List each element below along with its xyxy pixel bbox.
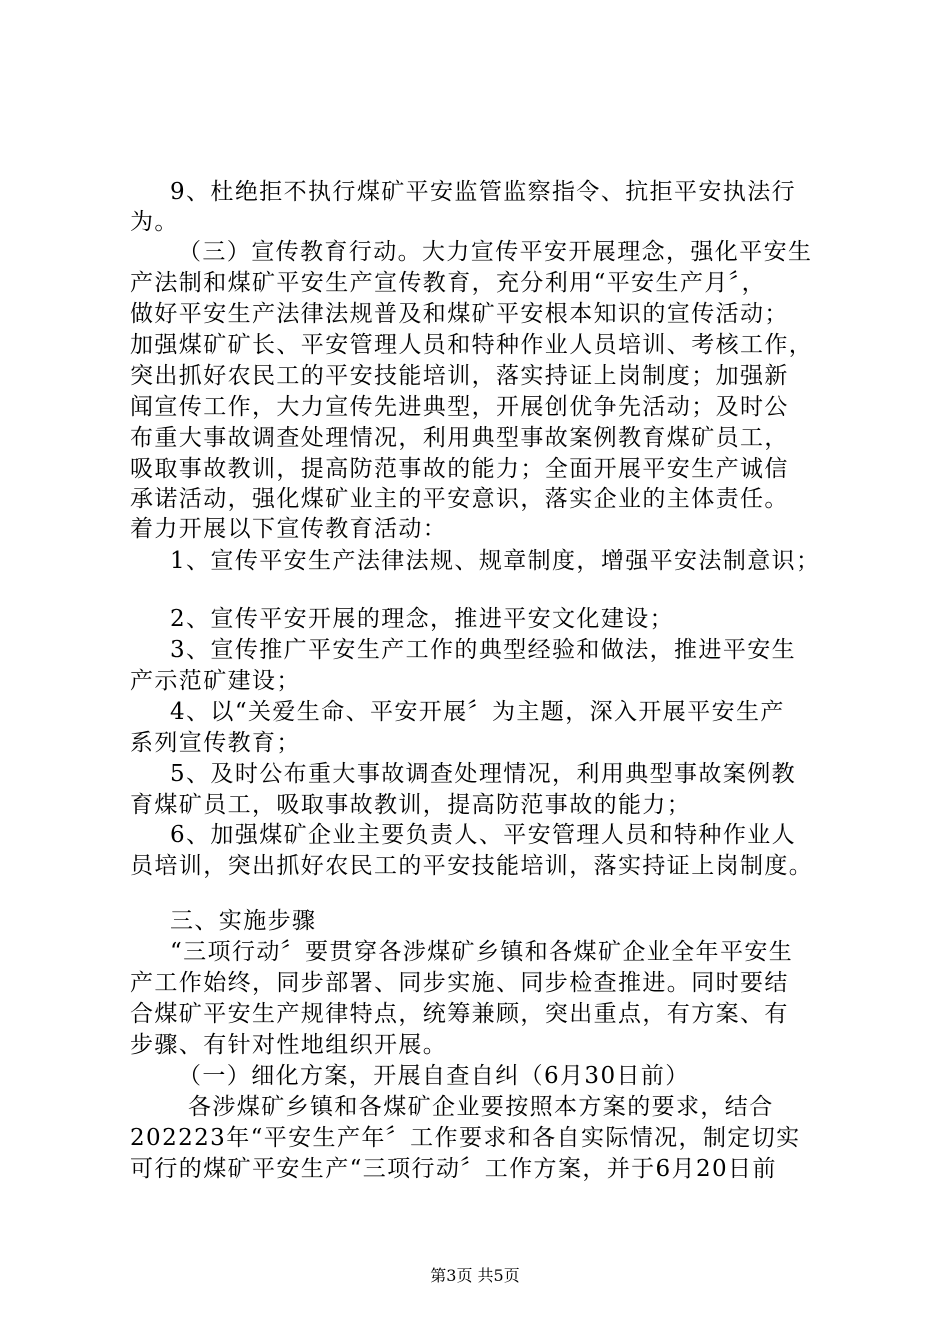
text-line: （三）宣传教育行动。大力宣传平安开展理念，强化平安生 xyxy=(178,239,813,265)
text-line: 做好平安生产法律法规普及和煤矿平安根本知识的宣传活动； xyxy=(130,301,789,327)
text-line: 承诺活动，强化煤矿业主的平安意识，落实企业的主体责任。 xyxy=(130,486,789,512)
text-line: 为。 xyxy=(130,209,179,235)
text-line: 2、宣传平安开展的理念，推进平安文化建设； xyxy=(170,606,675,632)
page-number-footer: 第3页 共5页 xyxy=(430,1266,520,1285)
text-line: 5、及时公布重大事故调查处理情况，利用典型事故案例教 xyxy=(170,761,797,787)
text-line: 合煤矿平安生产规律特点，统筹兼顾，突出重点，有方案、有 xyxy=(130,1001,789,1027)
text-line: 3、宣传推广平安生产工作的典型经验和做法，推进平安生 xyxy=(170,637,797,663)
text-line: 突出抓好农民工的平安技能培训，落实持证上岗制度；加强新 xyxy=(130,363,789,389)
text-line: 1、宣传平安生产法律法规、规章制度，增强平安法制意识； xyxy=(170,548,821,574)
text-line: 产示范矿建设； xyxy=(130,668,301,694)
subsection-heading: （一）细化方案，开展自查自纠（6月30日前） xyxy=(178,1063,690,1089)
text-line: 闻宣传工作，大力宣传先进典型，开展创优争先活动；及时公 xyxy=(130,394,789,420)
text-line: 着力开展以下宣传教育活动： xyxy=(130,516,448,542)
text-line: 产工作始终，同步部署、同步实施、同步检查推进。同时要结 xyxy=(130,970,789,996)
text-line: 吸取事故教训，提高防范事故的能力；全面开展平安生产诚信 xyxy=(130,456,789,482)
text-line: “三项行动〞要贯穿各涉煤矿乡镇和各煤矿企业全年平安生 xyxy=(170,939,794,965)
text-line: 产法制和煤矿平安生产宣传教育，充分利用“平安生产月〞， xyxy=(130,270,767,296)
text-line: 加强煤矿矿长、平安管理人员和特种作业人员培训、考核工作， xyxy=(130,332,814,358)
text-line: 各涉煤矿乡镇和各煤矿企业要按照本方案的要求，结合 xyxy=(188,1094,774,1120)
text-line: 布重大事故调查处理情况，利用典型事故案例教育煤矿员工， xyxy=(130,425,789,451)
text-line: 202223年“平安生产年〞工作要求和各自实际情况，制定切实 xyxy=(130,1125,801,1151)
text-line: 育煤矿员工，吸取事故教训，提高防范事故的能力； xyxy=(130,792,692,818)
text-line: 员培训，突出抓好农民工的平安技能培训，落实持证上岗制度。 xyxy=(130,853,814,879)
text-line: 步骤、有针对性地组织开展。 xyxy=(130,1032,448,1058)
text-line: 可行的煤矿平安生产“三项行动〞工作方案，并于6月20日前 xyxy=(130,1156,777,1182)
text-line: 系列宣传教育； xyxy=(130,730,301,756)
text-line: 6、加强煤矿企业主要负责人、平安管理人员和特种作业人 xyxy=(170,822,797,848)
text-line: 9、杜绝拒不执行煤矿平安监管监察指令、抗拒平安执法行 xyxy=(170,179,797,205)
text-line: 4、以“关爱生命、平安开展〞为主题，深入开展平安生产 xyxy=(170,699,785,725)
section-heading: 三、实施步骤 xyxy=(170,908,317,934)
